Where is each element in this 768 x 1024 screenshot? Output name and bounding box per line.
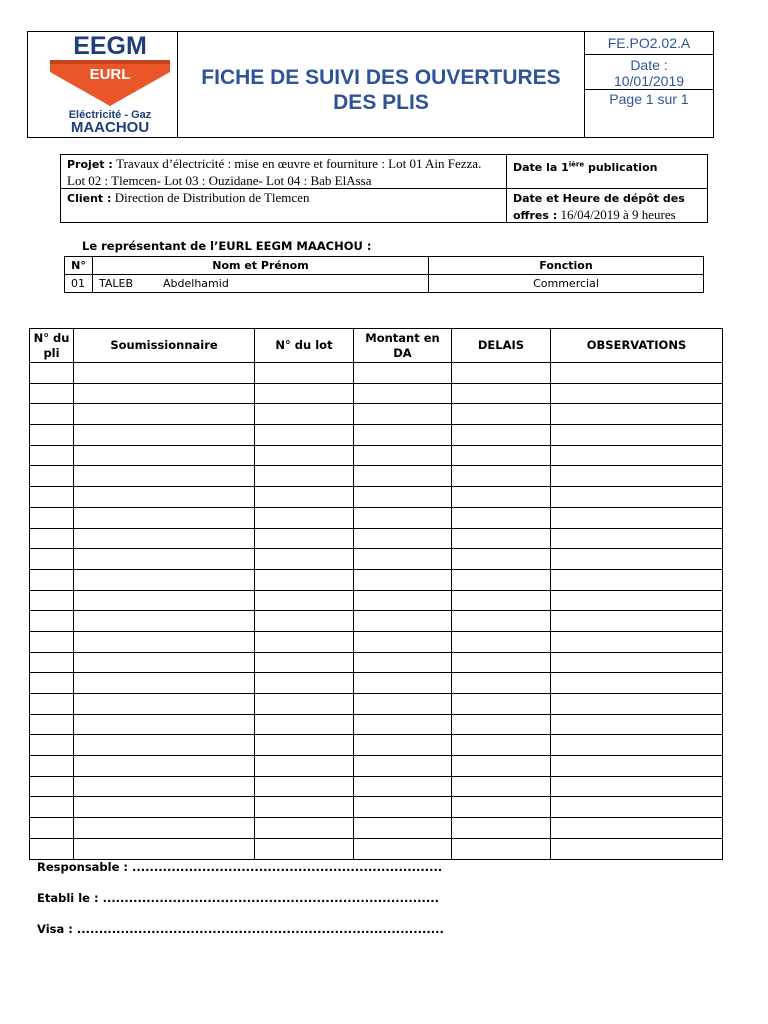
table-cell[interactable]	[255, 818, 354, 839]
table-cell[interactable]	[354, 797, 452, 818]
table-cell[interactable]	[551, 466, 723, 487]
depot-cell	[507, 189, 707, 222]
table-cell[interactable]	[354, 507, 452, 528]
table-cell[interactable]	[551, 694, 723, 715]
table-row	[30, 507, 723, 528]
page-indicator: Page 1 sur 1	[609, 91, 689, 107]
table-cell[interactable]	[255, 549, 354, 570]
table-cell[interactable]	[30, 549, 74, 570]
table-cell[interactable]	[354, 756, 452, 777]
table-cell[interactable]	[551, 528, 723, 549]
table-cell[interactable]	[551, 445, 723, 466]
table-cell[interactable]	[30, 425, 74, 446]
table-cell[interactable]	[551, 404, 723, 425]
projet-value: Travaux d’électricité : mise en œuvre et fourniture : Lot 01 Ain Fezza. Lot 02 : Tlemcen- Lot 03 : Ouzidane- Lot 04 : Bab ElAssa	[67, 156, 482, 188]
table-row	[30, 383, 723, 404]
column-header-montant: Montant en DA	[354, 329, 452, 363]
table-cell[interactable]	[354, 549, 452, 570]
title-line-2: DES PLIS	[333, 90, 429, 114]
table-cell[interactable]	[354, 425, 452, 446]
table-cell[interactable]	[74, 797, 255, 818]
document-title	[201, 65, 560, 115]
table-cell[interactable]	[255, 590, 354, 611]
table-cell[interactable]	[354, 569, 452, 590]
table-header-row	[65, 257, 704, 275]
date-publication-cell	[507, 155, 707, 189]
logo-owner: MAACHOU	[70, 119, 150, 134]
reference-cell	[585, 32, 713, 137]
table-cell[interactable]	[452, 425, 551, 446]
table-cell[interactable]	[255, 714, 354, 735]
bids-table	[29, 328, 723, 860]
table-cell[interactable]	[255, 797, 354, 818]
table-cell[interactable]	[551, 714, 723, 735]
table-row	[30, 590, 723, 611]
column-header-observations: OBSERVATIONS	[551, 329, 723, 363]
table-header-row	[30, 329, 723, 363]
table-cell[interactable]	[74, 363, 255, 384]
table-row	[30, 363, 723, 384]
table-row	[30, 487, 723, 508]
table-cell[interactable]	[354, 652, 452, 673]
table-cell[interactable]	[255, 694, 354, 715]
table-cell[interactable]	[551, 363, 723, 384]
table-cell[interactable]	[452, 404, 551, 425]
table-cell[interactable]	[354, 611, 452, 632]
table-cell[interactable]	[452, 466, 551, 487]
table-cell[interactable]	[452, 445, 551, 466]
table-cell[interactable]	[30, 404, 74, 425]
divider	[585, 89, 713, 90]
table-cell[interactable]	[255, 652, 354, 673]
table-cell[interactable]	[452, 735, 551, 756]
table-cell[interactable]	[452, 590, 551, 611]
table-cell[interactable]	[74, 714, 255, 735]
table-cell[interactable]	[74, 756, 255, 777]
client-cell	[61, 189, 507, 222]
table-cell[interactable]	[30, 363, 74, 384]
table-cell[interactable]	[354, 383, 452, 404]
table-cell[interactable]	[30, 611, 74, 632]
table-cell[interactable]	[551, 507, 723, 528]
table-cell[interactable]	[551, 611, 723, 632]
table-cell[interactable]	[354, 776, 452, 797]
signature-responsable: Responsable : .......................................................................	[37, 860, 443, 874]
table-cell[interactable]	[551, 425, 723, 446]
table-cell[interactable]	[452, 673, 551, 694]
title-line-1: FICHE DE SUIVI DES OUVERTURES	[201, 65, 561, 89]
table-row	[30, 652, 723, 673]
client-label: Client :	[67, 192, 112, 205]
table-cell[interactable]	[452, 838, 551, 859]
table-cell[interactable]	[354, 838, 452, 859]
table-cell[interactable]	[74, 611, 255, 632]
table-cell[interactable]	[255, 383, 354, 404]
table-cell[interactable]	[30, 631, 74, 652]
table-cell[interactable]	[551, 652, 723, 673]
table-cell[interactable]	[255, 673, 354, 694]
table-cell[interactable]	[30, 445, 74, 466]
table-cell[interactable]	[551, 735, 723, 756]
table-cell[interactable]	[354, 404, 452, 425]
table-cell[interactable]	[452, 714, 551, 735]
table-cell[interactable]	[452, 487, 551, 508]
table-row	[30, 445, 723, 466]
table-cell[interactable]	[255, 756, 354, 777]
table-row	[30, 735, 723, 756]
date-label: Date :	[630, 57, 668, 73]
table-cell[interactable]	[551, 549, 723, 570]
table-row	[30, 425, 723, 446]
table-cell[interactable]	[452, 383, 551, 404]
table-cell[interactable]	[74, 404, 255, 425]
table-cell[interactable]	[452, 652, 551, 673]
table-cell[interactable]	[30, 507, 74, 528]
table-cell[interactable]	[354, 694, 452, 715]
table-cell[interactable]	[354, 445, 452, 466]
table-cell[interactable]	[452, 549, 551, 570]
table-cell[interactable]	[452, 694, 551, 715]
table-cell[interactable]	[74, 818, 255, 839]
table-cell[interactable]	[74, 631, 255, 652]
table-cell[interactable]	[30, 694, 74, 715]
table-row	[30, 756, 723, 777]
table-cell[interactable]	[452, 528, 551, 549]
table-row	[30, 549, 723, 570]
title-cell	[178, 32, 585, 137]
signature-visa: Visa : ....................................................................................	[37, 922, 444, 936]
table-cell[interactable]	[255, 776, 354, 797]
table-cell[interactable]	[551, 590, 723, 611]
table-cell[interactable]	[354, 528, 452, 549]
signature-etabli-le: Etabli le : .............................................................................	[37, 891, 439, 905]
table-row	[30, 694, 723, 715]
table-cell[interactable]	[74, 590, 255, 611]
table-row	[30, 673, 723, 694]
logo-tagline: Eléctricité - Gaz	[68, 109, 152, 121]
depot-label: Date et Heure de dépôt des offres :	[513, 192, 685, 222]
table-cell[interactable]	[551, 838, 723, 859]
table-cell[interactable]	[255, 528, 354, 549]
client-value: Direction de Distribution de Tlemcen	[114, 190, 310, 205]
document-header	[27, 31, 714, 138]
column-header-lot: N° du lot	[255, 329, 354, 363]
table-cell[interactable]	[255, 838, 354, 859]
table-cell[interactable]	[551, 631, 723, 652]
logo-legal-form: EURL	[89, 66, 131, 83]
projet-cell	[61, 155, 507, 189]
table-cell[interactable]	[30, 590, 74, 611]
table-cell[interactable]	[30, 838, 74, 859]
table-cell[interactable]	[74, 776, 255, 797]
table-cell[interactable]	[551, 756, 723, 777]
bids-table-body	[30, 363, 723, 860]
table-row	[30, 466, 723, 487]
table-cell[interactable]	[30, 466, 74, 487]
column-header: Fonction	[429, 257, 704, 275]
table-cell[interactable]	[255, 631, 354, 652]
table-cell[interactable]	[255, 404, 354, 425]
table-cell[interactable]	[452, 756, 551, 777]
table-row	[30, 818, 723, 839]
table-cell[interactable]	[30, 797, 74, 818]
table-cell[interactable]	[30, 714, 74, 735]
table-row	[30, 631, 723, 652]
table-cell[interactable]	[551, 673, 723, 694]
projet-label: Projet :	[67, 158, 113, 171]
table-cell[interactable]	[255, 569, 354, 590]
table-cell[interactable]	[452, 611, 551, 632]
table-cell[interactable]	[30, 487, 74, 508]
table-row	[30, 838, 723, 859]
logo-cell	[28, 32, 178, 137]
table-cell[interactable]	[551, 569, 723, 590]
table-cell[interactable]	[30, 756, 74, 777]
table-cell[interactable]	[30, 383, 74, 404]
company-logo	[46, 34, 174, 134]
table-row	[30, 528, 723, 549]
table-row	[30, 797, 723, 818]
table-cell[interactable]	[74, 694, 255, 715]
representative-caption: Le représentant de l’EURL EEGM MAACHOU :	[82, 239, 372, 253]
table-cell[interactable]	[452, 363, 551, 384]
table-row	[30, 714, 723, 735]
table-cell[interactable]	[74, 569, 255, 590]
column-header-delais: DELAIS	[452, 329, 551, 363]
table-cell[interactable]	[354, 673, 452, 694]
column-header-pli: N° du pli	[30, 329, 74, 363]
table-cell[interactable]	[74, 735, 255, 756]
table-cell[interactable]	[551, 383, 723, 404]
table-cell[interactable]	[30, 776, 74, 797]
depot-value: 16/04/2019 à 9 heures	[560, 207, 676, 222]
table-cell[interactable]	[74, 445, 255, 466]
project-info-box	[60, 154, 708, 223]
table-cell[interactable]	[452, 507, 551, 528]
table-cell[interactable]	[354, 735, 452, 756]
table-row	[30, 776, 723, 797]
column-header: N°	[65, 257, 93, 275]
table-cell[interactable]	[74, 549, 255, 570]
table-row	[30, 404, 723, 425]
divider	[585, 54, 713, 55]
table-cell[interactable]	[74, 652, 255, 673]
table-cell[interactable]	[30, 818, 74, 839]
table-cell[interactable]	[255, 735, 354, 756]
table-cell[interactable]	[74, 507, 255, 528]
table-cell[interactable]	[452, 818, 551, 839]
table-row	[65, 275, 704, 293]
table-cell[interactable]	[452, 776, 551, 797]
table-cell[interactable]	[255, 466, 354, 487]
table-cell[interactable]	[255, 487, 354, 508]
table-cell[interactable]	[551, 776, 723, 797]
table-cell[interactable]	[30, 528, 74, 549]
table-cell[interactable]	[255, 445, 354, 466]
table-cell[interactable]	[354, 466, 452, 487]
table-row	[30, 569, 723, 590]
table-cell[interactable]	[74, 487, 255, 508]
table-cell[interactable]	[74, 673, 255, 694]
table-row	[30, 611, 723, 632]
rep-function: Commercial	[429, 275, 704, 293]
table-cell[interactable]	[354, 487, 452, 508]
table-cell[interactable]	[30, 735, 74, 756]
table-cell[interactable]	[452, 797, 551, 818]
table-cell[interactable]	[255, 425, 354, 446]
column-header-soumissionnaire: Soumissionnaire	[74, 329, 255, 363]
table-cell[interactable]	[452, 569, 551, 590]
table-cell[interactable]	[74, 425, 255, 446]
table-cell[interactable]	[30, 673, 74, 694]
table-cell[interactable]	[354, 714, 452, 735]
rep-number: 01	[65, 275, 93, 293]
table-cell[interactable]	[551, 797, 723, 818]
table-cell[interactable]	[30, 569, 74, 590]
table-cell[interactable]	[30, 652, 74, 673]
table-cell[interactable]	[74, 528, 255, 549]
table-cell[interactable]	[354, 363, 452, 384]
table-cell[interactable]	[74, 838, 255, 859]
table-cell[interactable]	[354, 818, 452, 839]
table-cell[interactable]	[551, 487, 723, 508]
table-cell[interactable]	[551, 818, 723, 839]
reference-code: FE.PO2.02.A	[607, 35, 691, 51]
date-value: 10/01/2019	[613, 73, 685, 89]
table-cell[interactable]	[255, 363, 354, 384]
table-cell[interactable]	[354, 590, 452, 611]
table-cell[interactable]	[74, 383, 255, 404]
rep-name: TALEB Abdelhamid	[93, 275, 429, 293]
date-publication-label: Date la $1^{ière}$ publication	[513, 160, 658, 174]
representative-table	[64, 256, 704, 293]
column-header: Nom et Prénom	[93, 257, 429, 275]
table-cell[interactable]	[354, 631, 452, 652]
table-cell[interactable]	[452, 631, 551, 652]
table-cell[interactable]	[255, 611, 354, 632]
logo-name: EEGM	[73, 34, 147, 60]
table-cell[interactable]	[74, 466, 255, 487]
table-cell[interactable]	[255, 507, 354, 528]
